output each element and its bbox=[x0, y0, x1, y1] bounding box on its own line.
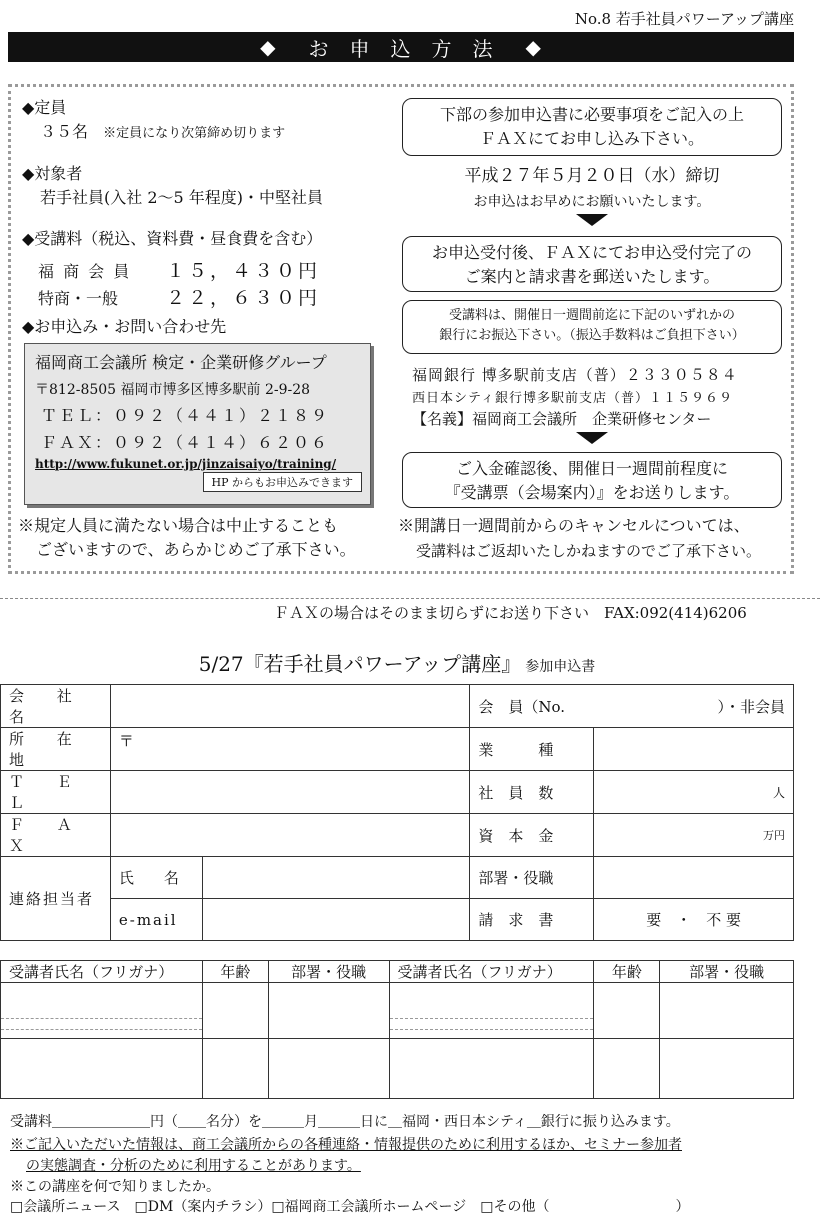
course-label: No.8 若手社員パワーアップ講座 bbox=[574, 10, 794, 28]
postal-mark: 〒 bbox=[118, 732, 134, 750]
participant-name-cell[interactable] bbox=[389, 1039, 594, 1099]
section-title-bar bbox=[8, 32, 794, 62]
name-label: 氏 名 bbox=[110, 857, 202, 899]
dept-cell[interactable] bbox=[660, 1039, 794, 1099]
fee-amount: ２２，６３０円 bbox=[166, 287, 321, 309]
age-header: 年齢 bbox=[202, 961, 268, 983]
org-url-link[interactable]: http://www.fukunet.or.jp/jinzaisaiyo/training/ bbox=[35, 457, 337, 471]
capital-label: 資 本 金 bbox=[470, 814, 594, 857]
flow-step-2-line-2: ご案内と請求書を郵送いたします。 bbox=[464, 267, 720, 286]
fax-instruction: ＦＡＸの場合はそのまま切らずにお送り下さい FAX:092(414)6206 bbox=[274, 604, 747, 622]
email-label: e-mail bbox=[110, 899, 202, 941]
table-row bbox=[1, 961, 794, 983]
address-label: 所 在 地 bbox=[1, 728, 111, 771]
contact-heading: ◆お申込み・お問い合わせ先 bbox=[22, 317, 227, 336]
name-input[interactable] bbox=[202, 857, 470, 899]
flow-step-3 bbox=[402, 300, 782, 354]
org-contact-box bbox=[24, 343, 371, 505]
org-fax: ＦＡＸ：０９２（４１４）６２０６ bbox=[41, 433, 330, 452]
member-field[interactable] bbox=[470, 685, 794, 728]
flow-step-3-line-1: 受講料は、開催日一週間前迄に下記のいずれかの bbox=[448, 308, 735, 323]
privacy-note-1: ※ご記入いただいた情報は、商工会議所からの各種連絡・情報提供のために利用するほか、セミナー参加者 bbox=[10, 1137, 682, 1153]
participant-name-cell[interactable] bbox=[389, 983, 594, 1039]
participant-name-header: 受講者氏名（フリガナ） bbox=[1, 961, 203, 983]
fee-row-general bbox=[38, 283, 320, 310]
table-row bbox=[1, 814, 794, 857]
participant-name-cell[interactable] bbox=[1, 983, 203, 1039]
cancel-note-2: ございますので、あらかじめご了承下さい。 bbox=[36, 540, 356, 559]
industry-label: 業 種 bbox=[470, 728, 594, 771]
fee-heading: ◆受講料（税込、資料費・昼食費を含む） bbox=[22, 229, 323, 248]
title-char: 法 bbox=[472, 36, 494, 61]
table-row bbox=[1, 685, 794, 728]
cancel-policy-2: 受講料はご返却いたしかねますのでご了承下さい。 bbox=[416, 542, 762, 560]
target-value: 若手社員(入社 2〜5 年程度)・中堅社員 bbox=[40, 188, 324, 207]
payment-line: 受講料＿＿＿＿＿＿＿円（＿＿名分）を＿＿＿月＿＿＿日に＿福岡・西日本シティ＿銀行に振り込みます。 bbox=[10, 1114, 680, 1130]
flow-step-3-line-2: 銀行にお振込下さい。（振込手数料はご負担下さい） bbox=[439, 328, 745, 343]
member-status: ）・非会員 bbox=[717, 697, 785, 716]
flow-step-1-line-2: ＦＡＸにてお申し込み下さい。 bbox=[479, 129, 704, 148]
capacity-line bbox=[40, 122, 285, 144]
fee-label: 特商・一般 bbox=[38, 289, 119, 308]
employees-label: 社 員 数 bbox=[470, 771, 594, 814]
dept-cell[interactable] bbox=[268, 1039, 389, 1099]
table-row bbox=[1, 1039, 794, 1099]
dept-label: 部署・役職 bbox=[470, 857, 594, 899]
age-cell[interactable] bbox=[594, 983, 660, 1039]
org-tel: ＴＥＬ：０９２（４４１）２１８９ bbox=[41, 406, 330, 425]
table-row bbox=[1, 857, 794, 899]
title-char: 申 bbox=[349, 36, 371, 61]
dept-cell[interactable] bbox=[660, 983, 794, 1039]
capacity-note: ※定員になり次第締め切ります bbox=[103, 126, 286, 141]
down-arrow-icon bbox=[576, 432, 608, 444]
cancel-policy-1: ※開講日一週間前からのキャンセルについては、 bbox=[398, 516, 750, 535]
diamond-icon: ◆ bbox=[260, 35, 277, 59]
flow-step-4 bbox=[402, 452, 782, 508]
participants-table bbox=[0, 960, 794, 1099]
bank-1: 福岡銀行 博多駅前支店（普）２３３０５８４ bbox=[412, 366, 738, 384]
tel-input[interactable] bbox=[110, 771, 469, 814]
diamond-icon: ◆ bbox=[525, 35, 542, 59]
bank-account-name: 【名義】福岡商工会議所 企業研修センター bbox=[412, 410, 712, 428]
member-label: 会 員（No. bbox=[478, 697, 565, 716]
target-heading: ◆対象者 bbox=[22, 164, 83, 183]
company-label: 会 社 名 bbox=[1, 685, 111, 728]
capacity-heading: ◆定員 bbox=[22, 98, 67, 117]
invoice-options[interactable]: 要 ・ 不 要 bbox=[594, 899, 794, 941]
title-char: 方 bbox=[431, 36, 453, 61]
participant-name-header: 受講者氏名（フリガナ） bbox=[389, 961, 594, 983]
dept-header: 部署・役職 bbox=[268, 961, 389, 983]
employees-unit: 人 bbox=[772, 785, 785, 800]
table-row bbox=[1, 899, 794, 941]
fee-label: 福 商 会 員 bbox=[38, 262, 132, 281]
dept-cell[interactable] bbox=[268, 983, 389, 1039]
employees-input[interactable] bbox=[594, 771, 794, 814]
table-row bbox=[1, 771, 794, 814]
age-cell[interactable] bbox=[202, 1039, 268, 1099]
invoice-label: 請 求 書 bbox=[470, 899, 594, 941]
flow-step-2-line-1: お申込受付後、ＦＡＸにてお申込受付完了の bbox=[431, 243, 752, 262]
form-title-suffix: 参加申込書 bbox=[525, 659, 596, 675]
flow-step-1-line-1: 下部の参加申込書に必要事項をご記入の上 bbox=[439, 105, 744, 124]
industry-input[interactable] bbox=[594, 728, 794, 771]
flow-step-4-line-2: 『受講票（会場案内）』をお送りします。 bbox=[444, 483, 740, 502]
survey-options[interactable]: □会議所ニュース □DM（案内チラシ）□福岡商工会議所ホームページ □その他（ ） bbox=[10, 1199, 690, 1215]
title-char: お bbox=[308, 36, 330, 61]
form-title bbox=[0, 648, 794, 677]
contact-person-label: 連絡担当者 bbox=[1, 857, 111, 941]
application-form-table bbox=[0, 684, 794, 941]
dept-input[interactable] bbox=[594, 857, 794, 899]
form-title-main: 5/27『若手社員パワーアップ講座』 bbox=[198, 652, 522, 676]
age-cell[interactable] bbox=[202, 983, 268, 1039]
tel-label: Ｔ Ｅ Ｌ bbox=[1, 771, 111, 814]
address-input[interactable] bbox=[110, 728, 469, 771]
capital-unit: 万円 bbox=[763, 829, 785, 842]
capacity-value: ３５名 bbox=[40, 122, 89, 141]
org-name: 福岡商工会議所 検定・企業研修グループ bbox=[35, 353, 327, 372]
flow-step-2 bbox=[402, 236, 782, 292]
email-input[interactable] bbox=[202, 899, 470, 941]
down-arrow-icon bbox=[576, 214, 608, 226]
participant-name-cell[interactable] bbox=[1, 1039, 203, 1099]
age-cell[interactable] bbox=[594, 1039, 660, 1099]
survey-question: ※この講座を何で知りましたか。 bbox=[10, 1179, 220, 1195]
fax-input[interactable] bbox=[110, 814, 469, 857]
flow-step-4-line-1: ご入金確認後、開催日一週間前程度に bbox=[455, 459, 728, 478]
fee-row-member bbox=[38, 256, 320, 283]
fax-label: Ｆ Ａ Ｘ bbox=[1, 814, 111, 857]
table-row bbox=[1, 728, 794, 771]
company-input[interactable] bbox=[110, 685, 469, 728]
title-char: 込 bbox=[390, 36, 412, 61]
bank-2: 西日本シティ銀行博多駅前支店（普）１１５９６９ bbox=[412, 391, 733, 406]
flow-step-1 bbox=[402, 98, 782, 156]
cancel-note-1: ※規定人員に満たない場合は中止することも bbox=[18, 516, 339, 535]
table-row bbox=[1, 983, 794, 1039]
org-address: 〒812-8505 福岡市博多区博多駅前 2-9-28 bbox=[35, 382, 311, 398]
privacy-note-2: の実態調査・分析のために利用することがあります。 bbox=[26, 1158, 361, 1174]
deadline-note: お申込はお早めにお願いいたします。 bbox=[473, 194, 711, 210]
capital-input[interactable] bbox=[594, 814, 794, 857]
fee-amount: １５，４３０円 bbox=[166, 260, 321, 282]
age-header: 年齢 bbox=[594, 961, 660, 983]
cut-line bbox=[0, 598, 820, 599]
dept-header: 部署・役職 bbox=[660, 961, 794, 983]
hp-note: HP からもお申込みできます bbox=[203, 472, 363, 492]
deadline: 平成２７年５月２０日（水）締切 bbox=[464, 166, 720, 186]
